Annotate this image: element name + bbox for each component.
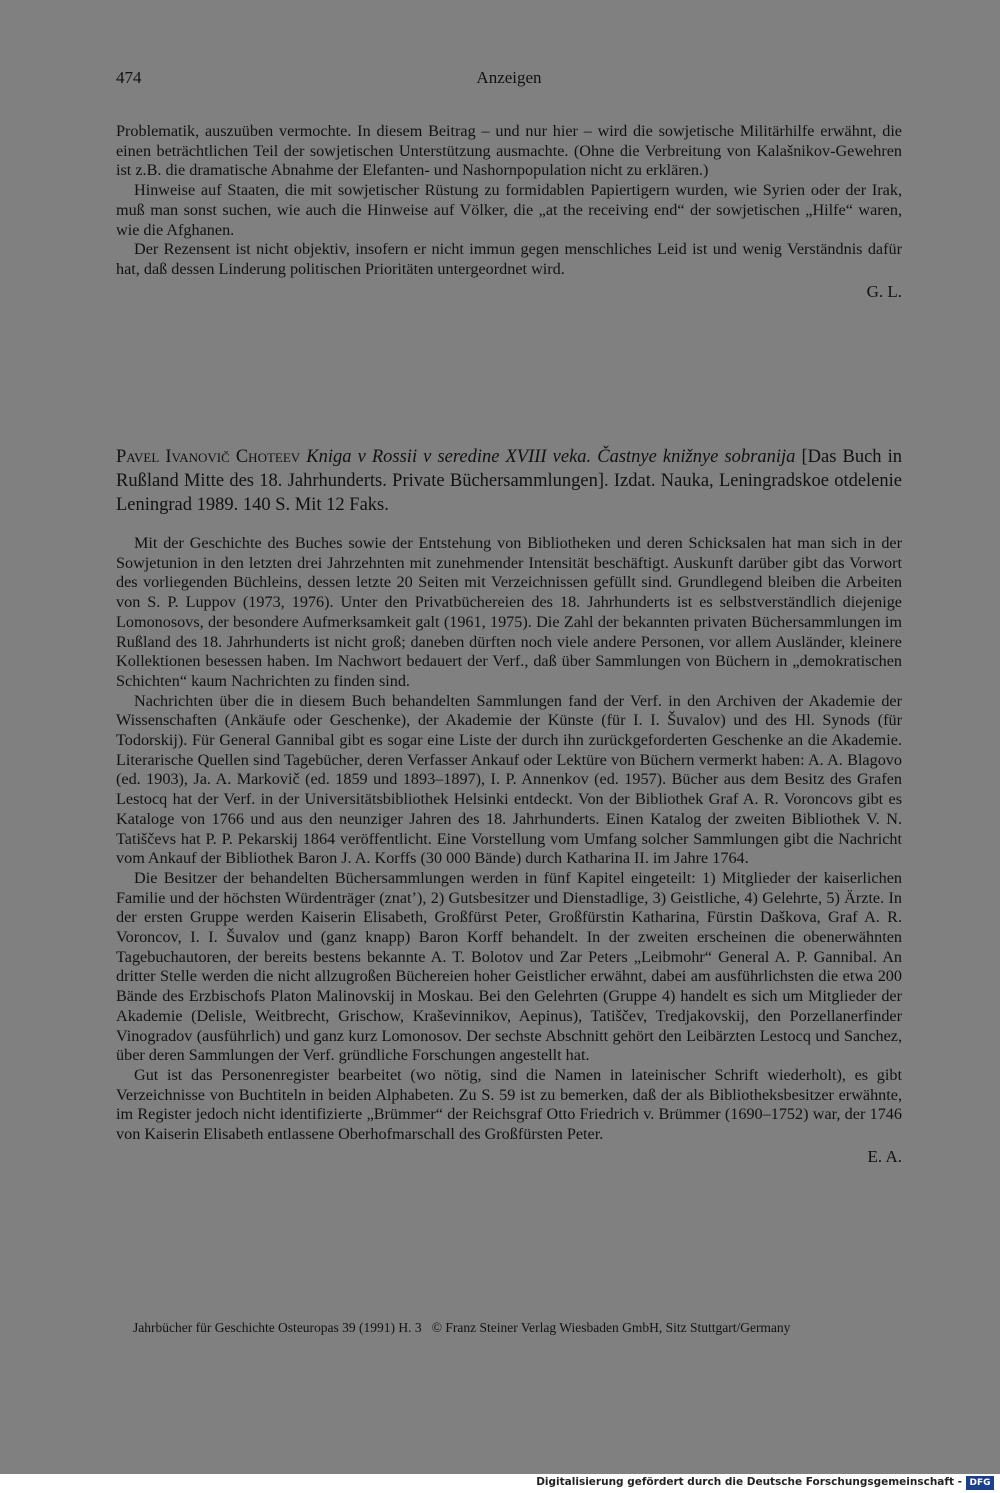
review-2-paragraph: Mit der Geschichte des Buches sowie der Entstehung von Bibliotheken und deren Schicksalen hat man sich in der Sowjetunion in den letzten drei Jahrzehnten mit zunehmender Intensität beschäftigt. Auskunft darüber gibt das Vorwort des vorliegenden Büchleins, dessen letzte 20 Seiten mit Verzeichnissen gefüllt sind. Grundlegend bleiben die Arbeiten von S. P. Luppov (1973, 1976). Unter den Privatbüchereien des 18. Jahrhunderts ist es selbstverständlich diejenige Lomonosovs, der besondere Aufmerksamkeit galt (1961, 1975). Die Zahl der bekannten privaten Büchersammlungen im Rußland des 18. Jahrhunderts ist nicht groß; daneben dürften noch viele andere Personen, vor allem Ausländer, kleinere Kollektionen besessen haben. Im Nachwort bedauert der Verf., daß über Sammlungen von Büchern in „demokratischen Schichten“ kaum Nachrichten zu finden sind. bbox=[116, 534, 902, 690]
review-1-signature: G. L. bbox=[866, 281, 902, 301]
review-1-paragraph: Hinweise auf Staaten, die mit sowjetischer Rüstung zu formidablen Papiertigern wurden, wie Syrien oder der Irak, muß man sonst suchen, wie auch die Hinweise auf Völker, die „at the receiving end“ der sowjetischen „Hilfe“ waren, wie die Afghanen. bbox=[116, 181, 902, 239]
review-1 bbox=[116, 122, 902, 301]
book-title: Kniga v Rossii v seredine XVIII veka. Častnye knižnye sobranija bbox=[306, 447, 796, 467]
review-2-bibliography bbox=[116, 445, 902, 517]
book-details: [Das Buch in Rußland Mitte des 18. Jahrhunderts. Private Büchersammlungen]. Izdat. Nauka, Leningradskoe otdelenie Leningrad 1989. 140 S. Mit 12 Faks. bbox=[116, 447, 903, 515]
book-author: Pavel Ivanovič Choteev bbox=[116, 447, 301, 467]
journal-footer: Jahrbücher für Geschichte Osteuropas 39 (1991) H. 3 © Franz Steiner Verlag Wiesbaden GmbH, Sitz Stuttgart/Germany bbox=[133, 1320, 791, 1335]
review-2-paragraph: Die Besitzer der behandelten Büchersammlungen werden in fünf Kapitel eingeteilt: 1) Mitglieder der kaiserlichen Familie und der höchsten Würdenträger (znat’), 2) Gutsbesitzer und Dienstadlige, 3) Geistliche, 4) Gelehrte, 5) Ärzte. In der ersten Gruppe werden Kaiserin Elisabeth, Großfürst Peter, Großfürstin Katharina, Fürstin Daškova, Graf A. R. Voroncov, I. I. Šuvalov und (ganz knapp) Baron Korff behandelt. In der zweiten erscheinen die obenerwähnten Tagebuchautoren, der bereits bestens bekannte A. T. Bolotov und Zar Peters „Leibmohr“ General A. P. Gannibal. An dritter Stelle werden die nicht allzugroßen Büchereien hoher Geistlicher erwähnt, dabei am ausführlichsten die etwa 200 Bände des Erzbischofs Platon Malinovskij in Moskau. Bei den Gelehrten (Gruppe 4) handelt es sich um Mitglieder der Akademie (Delisle, Weitbrecht, Grischow, Kraševinnikov, Aepinus), Tatiščev, Tredjakovskij, den Porzellanerfinder Vinogradov (ausführlich) und ganz kurz Lomonosov. Der sechste Abschnitt gehört den Leibärzten Lestocq und Sanchez, über deren Sammlungen der Verf. gründliche Forschungen angestellt hat. bbox=[116, 868, 902, 1065]
running-title: Anzeigen bbox=[476, 68, 542, 87]
review-2-body bbox=[116, 534, 902, 1167]
review-1-paragraph: Problematik, auszuüben vermochte. In diesem Beitrag – und nur hier – wird die sowjetische Militärhilfe erwähnt, die einen beträchtlichen Teil der sowjetischen Unterstützung ausmachte. (Ohne die Verbreitung von Kalašnikov-Gewehren ist z.B. die dramatische Abnahme der Elefanten- und Nashornpopulation nicht zu erklären.) bbox=[116, 122, 902, 180]
review-1-paragraph: Der Rezensent ist nicht objektiv, insofern er nicht immun gegen menschliches Leid ist und wenig Verständnis dafür hat, daß dessen Linderung politischen Prioritäten untergeordnet wird. bbox=[116, 240, 902, 278]
dfg-logo-icon: DFG bbox=[966, 1476, 994, 1490]
review-2-signature: E. A. bbox=[867, 1146, 902, 1166]
page-number: 474 bbox=[116, 68, 142, 87]
review-2-paragraph: Nachrichten über die in diesem Buch behandelten Sammlungen fand der Verf. in den Archiven der Akademie der Wissenschaften (Ankäufe oder Geschenke), der Akademie der Künste (für I. I. Šuvalov) und des Hl. Synods (für Todorskij). Für General Gannibal gibt es sogar eine Liste der durch ihn zurückgeforderten Geschenke an die Akademie. Literarische Quellen sind Tagebücher, deren Verfasser Ankauf oder Lektüre von Büchern vermerkt haben: A. A. Blagovo (ed. 1903), Ja. A. Markovič (ed. 1859 und 1893–1897), I. P. Annenkov (ed. 1957). Bücher aus dem Besitz des Grafen Lestocq hat der Verf. in der Universitätsbibliothek Helsinki entdeckt. Von der Bibliothek Graf A. R. Voroncovs gibt es Kataloge von 1766 und aus den neunziger Jahren des 18. Jahrhunderts. Einen Katalog der zweiten Bibliothek V. N. Tatiščevs hat P. P. Pekarskij 1864 veröffentlicht. Eine Vorstellung vom Umfang solcher Sammlungen gibt die Nachricht vom Ankauf der Bibliothek Baron J. A. Korffs (30 000 Bände) durch Katharina II. im Jahre 1764. bbox=[116, 691, 902, 868]
dfg-funding-bar bbox=[0, 1474, 1000, 1493]
dfg-funding-text: Digitalisierung gefördert durch die Deutsche Forschungsgemeinschaft - bbox=[536, 1476, 962, 1488]
review-2-paragraph: Gut ist das Personenregister bearbeitet (wo nötig, sind die Namen in lateinischer Schrift wiederholt), es gibt Verzeichnisse von Buchtiteln in beiden Alphabeten. Zu S. 59 ist zu bemerken, daß der als Bibliotheksbesitzer erwähnte, im Register jedoch nicht identifizierte „Brümmer“ der Reichsgraf Otto Friedrich v. Brümmer (1690–1752) war, der 1746 von Kaiserin Elisabeth entlassene Oberhofmarschall des Großfürsten Peter. bbox=[116, 1065, 902, 1144]
